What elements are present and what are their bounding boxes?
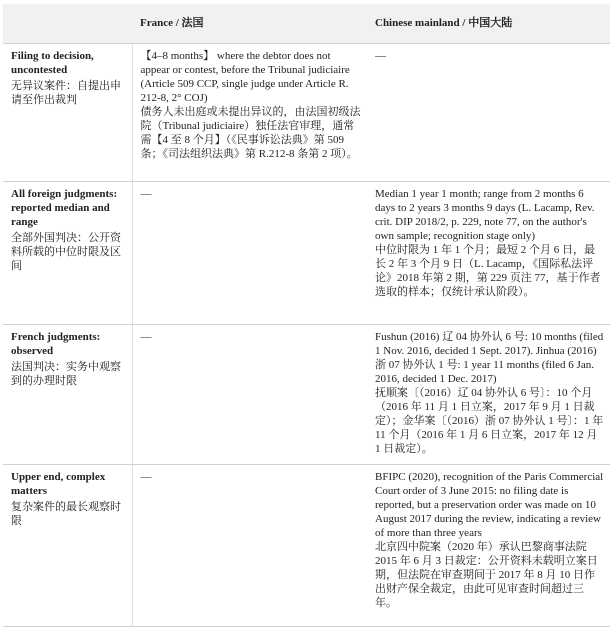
france-cell <box>132 465 367 627</box>
row-label-en: Upper end, complex matters <box>11 471 106 497</box>
comparison-table <box>3 4 610 627</box>
france-cell <box>132 325 367 465</box>
row-label-zh: 无异议案件：自提出申请至作出裁判 <box>11 80 121 106</box>
row-label-en: Filing to decision, uncontested <box>11 50 94 76</box>
china-text-zh: 抚顺案〔（2016）辽 04 协外认 6 号〕：10 个月（2016 年 11 月 1 日立案，2017 年 9 月 1 日裁定）；金华案〔（2016）浙 07 协外认 1 号〕：1 年 11 个月（2016 年 1 月 6 日立案，2017 年 12 月 1 日裁定）。 <box>375 387 604 455</box>
row-label-en: French judgments: observed <box>11 331 101 357</box>
china-cell <box>367 182 610 325</box>
china-cell <box>367 325 610 465</box>
france-text: — <box>140 331 152 343</box>
row-label <box>3 182 132 325</box>
china-text-en: BFIPC (2020), recognition of the Paris Commercial Court order of 3 June 2015: no filing date is reported, but a preservation order was made on 10 August 2017 during the review, indicating a review of more than three years <box>375 471 604 539</box>
row-label-zh: 复杂案件的最长观察时限 <box>11 501 121 527</box>
table-row <box>3 44 610 182</box>
china-text-en: Median 1 year 1 month; range from 2 months 6 days to 2 years 3 months 9 days (L. Lacamp, Rev. crit. DIP 2018/2, p. 229, note 77, on the author's own sample; recognition stage only) <box>375 188 595 242</box>
row-label-zh: 法国判决：实务中观察到的办理时限 <box>11 361 121 387</box>
france-text-zh: 债务人未出庭或未提出异议的，由法国初级法院（Tribunal judiciaire）独任法官审理，通常需【4 至 8 个月】（《民事诉讼法典》第 509 条；《司法组织法典》第 R.212-8 条第 2 项）。 <box>140 106 361 160</box>
table-row <box>3 465 610 627</box>
row-label-zh: 全部外国判决：公开资料所载的中位时限及区间 <box>11 232 121 272</box>
table-row <box>3 182 610 325</box>
france-text: — <box>140 471 152 483</box>
header-china: Chinese mainland / 中国大陆 <box>367 4 610 44</box>
table-row <box>3 325 610 465</box>
row-label <box>3 44 132 182</box>
china-text-en: Fushun (2016) 辽 04 协外认 6 号: 10 months (filed 1 Nov. 2016, decided 1 Sept. 2017). Jinhua (2016) 浙 07 协外认 1 号: 1 year 11 months (filed 6 Jan. 2016, decided 1 Dec. 2017) <box>375 331 604 385</box>
france-text-en: 【4–8 months】 where the debtor does not appear or contest, before the Tribunal judiciaire (Article 509 CCP, single judge under Article R. 212-8, 2° COJ) <box>140 50 350 104</box>
china-text: — <box>375 50 386 62</box>
china-text-zh: 中位时限为 1 年 1 个月；最短 2 个月 6 日，最长 2 年 3 个月 9 日（L. Lacamp，《国际私法评论》2018 年第 2 期，第 229 页注 77，基于作者选取的样本；仅统计承认阶段）。 <box>375 244 601 298</box>
france-text: — <box>140 188 152 200</box>
china-cell <box>367 465 610 627</box>
france-cell <box>132 182 367 325</box>
china-cell <box>367 44 610 182</box>
row-label <box>3 465 132 627</box>
france-cell <box>132 44 367 182</box>
china-text-zh: 北京四中院案（2020 年）承认巴黎商事法院 2015 年 6 月 3 日裁定：公开资料未载明立案日期，但法院在审查期间于 2017 年 8 月 10 日作出财产保全裁定，由此可见审查时间超过三年。 <box>375 541 598 609</box>
row-label-en: All foreign judgments: reported median and range <box>11 188 118 228</box>
header-france: France / 法国 <box>132 4 367 44</box>
header-blank <box>3 4 132 44</box>
row-label <box>3 325 132 465</box>
header-row <box>3 4 610 44</box>
